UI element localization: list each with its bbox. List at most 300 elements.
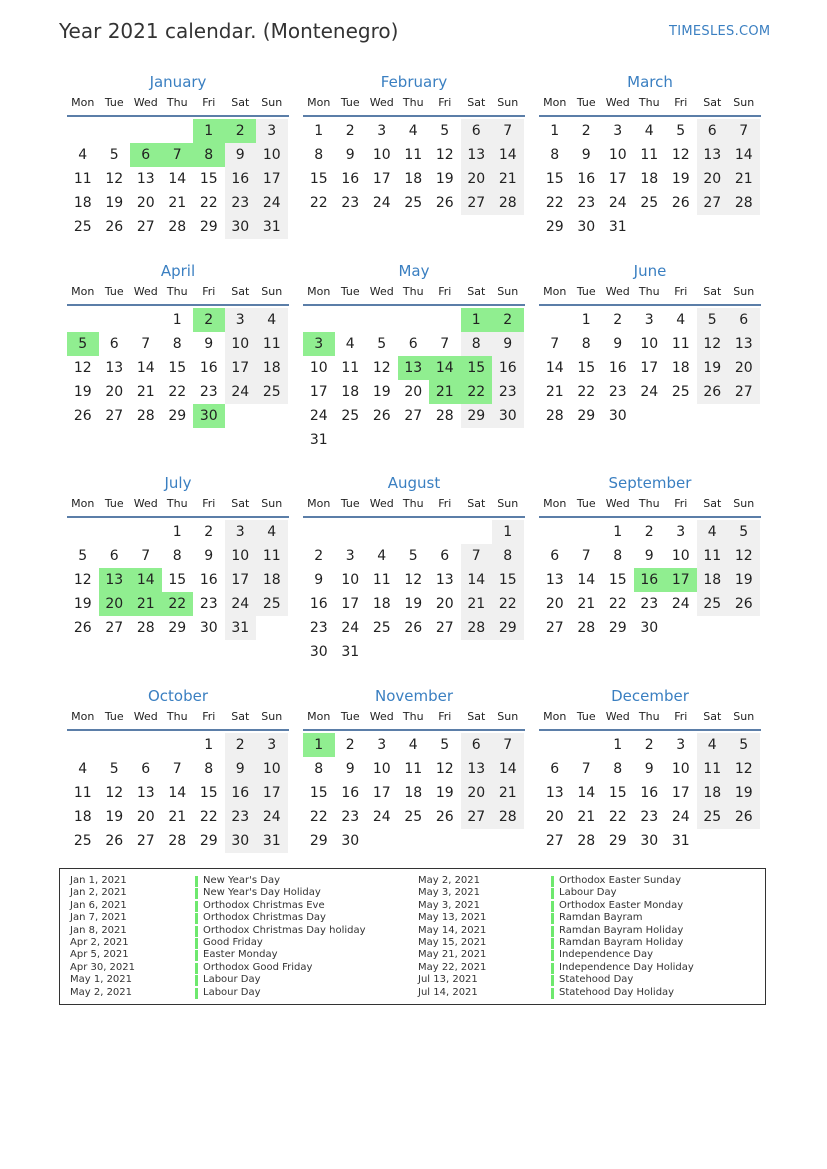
weekend-day-cell[interactable]: 15 — [492, 568, 524, 592]
weekend-day-cell[interactable]: 21 — [728, 167, 760, 191]
day-cell[interactable]: 23 — [577, 195, 596, 211]
day-cell[interactable]: 16 — [341, 171, 360, 187]
day-cell[interactable]: 29 — [199, 219, 218, 235]
day-cell[interactable]: 11 — [404, 147, 423, 163]
day-cell[interactable]: 15 — [309, 785, 328, 801]
day-cell[interactable]: 27 — [545, 833, 564, 849]
weekend-day-cell[interactable]: 25 — [256, 380, 288, 404]
day-cell[interactable]: 21 — [168, 809, 187, 825]
day-cell[interactable]: 3 — [613, 123, 623, 139]
weekend-day-cell[interactable]: 21 — [492, 781, 524, 805]
day-cell[interactable]: 2 — [345, 737, 355, 753]
weekend-day-cell[interactable]: 29 — [492, 616, 524, 640]
day-cell[interactable]: 19 — [435, 171, 454, 187]
day-cell[interactable]: 17 — [671, 785, 690, 801]
day-cell[interactable]: 2 — [204, 524, 214, 540]
weekend-day-cell[interactable]: 11 — [256, 544, 288, 568]
day-cell[interactable]: 19 — [372, 384, 391, 400]
holiday-day-cell[interactable]: 1 — [193, 119, 225, 143]
day-cell[interactable]: 28 — [136, 408, 155, 424]
day-cell[interactable]: 8 — [204, 761, 214, 777]
weekend-day-cell[interactable]: 28 — [492, 805, 524, 829]
day-cell[interactable]: 26 — [73, 620, 92, 636]
day-cell[interactable]: 8 — [314, 761, 324, 777]
day-cell[interactable]: 20 — [136, 195, 155, 211]
weekend-day-cell[interactable]: 19 — [697, 356, 729, 380]
weekend-day-cell[interactable]: 10 — [225, 332, 257, 356]
day-cell[interactable]: 27 — [105, 408, 124, 424]
weekend-day-cell[interactable]: 12 — [728, 544, 760, 568]
weekend-day-cell[interactable]: 17 — [225, 356, 257, 380]
day-cell[interactable]: 5 — [78, 548, 88, 564]
day-cell[interactable]: 11 — [404, 761, 423, 777]
day-cell[interactable]: 4 — [78, 147, 88, 163]
day-cell[interactable]: 5 — [377, 336, 387, 352]
weekend-day-cell[interactable]: 19 — [728, 568, 760, 592]
weekend-day-cell[interactable]: 4 — [697, 733, 729, 757]
day-cell[interactable]: 12 — [435, 761, 454, 777]
day-cell[interactable]: 19 — [105, 809, 124, 825]
day-cell[interactable]: 18 — [73, 195, 92, 211]
day-cell[interactable]: 29 — [168, 620, 187, 636]
day-cell[interactable]: 12 — [105, 171, 124, 187]
weekend-day-cell[interactable]: 14 — [492, 143, 524, 167]
weekend-day-cell[interactable]: 23 — [492, 380, 524, 404]
day-cell[interactable]: 29 — [577, 408, 596, 424]
day-cell[interactable]: 26 — [372, 408, 391, 424]
day-cell[interactable]: 12 — [372, 360, 391, 376]
weekend-day-cell[interactable]: 21 — [461, 592, 493, 616]
day-cell[interactable]: 16 — [608, 360, 627, 376]
day-cell[interactable]: 9 — [345, 147, 355, 163]
weekend-day-cell[interactable]: 11 — [697, 757, 729, 781]
day-cell[interactable]: 10 — [309, 360, 328, 376]
weekend-day-cell[interactable]: 23 — [225, 805, 257, 829]
day-cell[interactable]: 8 — [613, 761, 623, 777]
day-cell[interactable]: 24 — [671, 596, 690, 612]
weekend-day-cell[interactable]: 9 — [225, 757, 257, 781]
weekend-day-cell[interactable]: 11 — [256, 332, 288, 356]
day-cell[interactable]: 18 — [404, 785, 423, 801]
day-cell[interactable]: 13 — [545, 572, 564, 588]
day-cell[interactable]: 26 — [73, 408, 92, 424]
day-cell[interactable]: 22 — [168, 384, 187, 400]
holiday-day-cell[interactable]: 13 — [99, 568, 131, 592]
day-cell[interactable]: 8 — [550, 147, 560, 163]
day-cell[interactable]: 28 — [435, 408, 454, 424]
day-cell[interactable]: 16 — [640, 785, 659, 801]
day-cell[interactable]: 3 — [345, 548, 355, 564]
holiday-day-cell[interactable]: 6 — [130, 143, 162, 167]
day-cell[interactable]: 30 — [577, 219, 596, 235]
weekend-day-cell[interactable]: 9 — [225, 143, 257, 167]
day-cell[interactable]: 25 — [73, 833, 92, 849]
day-cell[interactable]: 23 — [341, 809, 360, 825]
holiday-day-cell[interactable]: 5 — [67, 332, 99, 356]
day-cell[interactable]: 6 — [550, 548, 560, 564]
day-cell[interactable]: 18 — [73, 809, 92, 825]
holiday-day-cell[interactable]: 7 — [162, 143, 194, 167]
day-cell[interactable]: 27 — [404, 408, 423, 424]
day-cell[interactable]: 22 — [608, 809, 627, 825]
day-cell[interactable]: 11 — [73, 785, 92, 801]
day-cell[interactable]: 8 — [172, 548, 182, 564]
weekend-day-cell[interactable]: 14 — [728, 143, 760, 167]
weekend-day-cell[interactable]: 18 — [697, 781, 729, 805]
day-cell[interactable]: 19 — [73, 384, 92, 400]
day-cell[interactable]: 5 — [440, 123, 450, 139]
day-cell[interactable]: 24 — [671, 809, 690, 825]
day-cell[interactable]: 18 — [372, 596, 391, 612]
day-cell[interactable]: 18 — [341, 384, 360, 400]
day-cell[interactable]: 6 — [141, 761, 151, 777]
weekend-day-cell[interactable]: 6 — [461, 119, 493, 143]
day-cell[interactable]: 11 — [372, 572, 391, 588]
day-cell[interactable]: 24 — [341, 620, 360, 636]
day-cell[interactable]: 19 — [73, 596, 92, 612]
weekend-day-cell[interactable]: 3 — [225, 520, 257, 544]
day-cell[interactable]: 22 — [545, 195, 564, 211]
day-cell[interactable]: 23 — [309, 620, 328, 636]
day-cell[interactable]: 30 — [341, 833, 360, 849]
weekend-day-cell[interactable]: 4 — [697, 520, 729, 544]
day-cell[interactable]: 13 — [105, 360, 124, 376]
day-cell[interactable]: 24 — [608, 195, 627, 211]
day-cell[interactable]: 30 — [640, 620, 659, 636]
holiday-day-cell[interactable]: 22 — [162, 592, 194, 616]
day-cell[interactable]: 23 — [199, 596, 218, 612]
day-cell[interactable]: 1 — [172, 524, 182, 540]
day-cell[interactable]: 31 — [309, 432, 328, 448]
day-cell[interactable]: 19 — [671, 171, 690, 187]
holiday-day-cell[interactable]: 14 — [429, 356, 461, 380]
day-cell[interactable]: 30 — [199, 620, 218, 636]
weekend-day-cell[interactable]: 7 — [492, 733, 524, 757]
day-cell[interactable]: 29 — [545, 219, 564, 235]
day-cell[interactable]: 25 — [404, 195, 423, 211]
day-cell[interactable]: 16 — [577, 171, 596, 187]
day-cell[interactable]: 26 — [671, 195, 690, 211]
day-cell[interactable]: 9 — [204, 548, 214, 564]
day-cell[interactable]: 26 — [435, 809, 454, 825]
day-cell[interactable]: 6 — [109, 548, 119, 564]
day-cell[interactable]: 23 — [640, 596, 659, 612]
weekend-day-cell[interactable]: 31 — [225, 616, 257, 640]
day-cell[interactable]: 13 — [545, 785, 564, 801]
day-cell[interactable]: 24 — [372, 195, 391, 211]
day-cell[interactable]: 29 — [608, 620, 627, 636]
weekend-day-cell[interactable]: 30 — [225, 829, 257, 853]
holiday-day-cell[interactable]: 1 — [303, 733, 335, 757]
day-cell[interactable]: 14 — [168, 171, 187, 187]
day-cell[interactable]: 20 — [105, 384, 124, 400]
day-cell[interactable]: 16 — [309, 596, 328, 612]
day-cell[interactable]: 6 — [109, 336, 119, 352]
weekend-day-cell[interactable]: 18 — [256, 356, 288, 380]
weekend-day-cell[interactable]: 10 — [225, 544, 257, 568]
weekend-day-cell[interactable]: 19 — [728, 781, 760, 805]
weekend-day-cell[interactable]: 31 — [256, 829, 288, 853]
weekend-day-cell[interactable]: 24 — [225, 592, 257, 616]
day-cell[interactable]: 15 — [608, 572, 627, 588]
weekend-day-cell[interactable]: 28 — [492, 191, 524, 215]
day-cell[interactable]: 8 — [613, 548, 623, 564]
weekend-day-cell[interactable]: 2 — [225, 733, 257, 757]
holiday-day-cell[interactable]: 1 — [461, 308, 493, 332]
holiday-day-cell[interactable]: 21 — [130, 592, 162, 616]
day-cell[interactable]: 25 — [73, 219, 92, 235]
weekend-day-cell[interactable]: 7 — [728, 119, 760, 143]
weekend-day-cell[interactable]: 18 — [256, 568, 288, 592]
day-cell[interactable]: 30 — [309, 644, 328, 660]
day-cell[interactable]: 24 — [640, 384, 659, 400]
weekend-day-cell[interactable]: 24 — [256, 805, 288, 829]
day-cell[interactable]: 4 — [408, 737, 418, 753]
day-cell[interactable]: 28 — [168, 219, 187, 235]
weekend-day-cell[interactable]: 13 — [461, 143, 493, 167]
day-cell[interactable]: 13 — [435, 572, 454, 588]
day-cell[interactable]: 18 — [640, 171, 659, 187]
weekend-day-cell[interactable]: 30 — [225, 215, 257, 239]
holiday-day-cell[interactable]: 2 — [193, 308, 225, 332]
day-cell[interactable]: 29 — [168, 408, 187, 424]
day-cell[interactable]: 24 — [309, 408, 328, 424]
day-cell[interactable]: 26 — [404, 620, 423, 636]
holiday-day-cell[interactable]: 20 — [99, 592, 131, 616]
weekend-day-cell[interactable]: 20 — [697, 167, 729, 191]
day-cell[interactable]: 21 — [577, 596, 596, 612]
day-cell[interactable]: 13 — [136, 171, 155, 187]
day-cell[interactable]: 4 — [644, 123, 654, 139]
day-cell[interactable]: 5 — [109, 147, 119, 163]
day-cell[interactable]: 14 — [545, 360, 564, 376]
day-cell[interactable]: 16 — [341, 785, 360, 801]
day-cell[interactable]: 28 — [577, 833, 596, 849]
weekend-day-cell[interactable]: 16 — [225, 781, 257, 805]
day-cell[interactable]: 20 — [404, 384, 423, 400]
day-cell[interactable]: 28 — [168, 833, 187, 849]
day-cell[interactable]: 21 — [545, 384, 564, 400]
weekend-day-cell[interactable]: 27 — [461, 191, 493, 215]
weekend-day-cell[interactable]: 27 — [697, 191, 729, 215]
day-cell[interactable]: 29 — [608, 833, 627, 849]
day-cell[interactable]: 23 — [608, 384, 627, 400]
day-cell[interactable]: 17 — [372, 171, 391, 187]
day-cell[interactable]: 7 — [550, 336, 560, 352]
day-cell[interactable]: 5 — [676, 123, 686, 139]
weekend-day-cell[interactable]: 5 — [728, 520, 760, 544]
day-cell[interactable]: 9 — [204, 336, 214, 352]
day-cell[interactable]: 1 — [613, 737, 623, 753]
weekend-day-cell[interactable]: 3 — [256, 119, 288, 143]
day-cell[interactable]: 18 — [671, 360, 690, 376]
day-cell[interactable]: 10 — [640, 336, 659, 352]
day-cell[interactable]: 12 — [435, 147, 454, 163]
day-cell[interactable]: 11 — [640, 147, 659, 163]
day-cell[interactable]: 30 — [608, 408, 627, 424]
day-cell[interactable]: 29 — [199, 833, 218, 849]
weekend-day-cell[interactable]: 14 — [492, 757, 524, 781]
weekend-day-cell[interactable]: 7 — [461, 544, 493, 568]
day-cell[interactable]: 12 — [404, 572, 423, 588]
weekend-day-cell[interactable]: 14 — [461, 568, 493, 592]
weekend-day-cell[interactable]: 25 — [256, 592, 288, 616]
holiday-day-cell[interactable]: 21 — [429, 380, 461, 404]
day-cell[interactable]: 15 — [168, 572, 187, 588]
day-cell[interactable]: 3 — [644, 312, 654, 328]
day-cell[interactable]: 6 — [550, 761, 560, 777]
weekend-day-cell[interactable]: 28 — [461, 616, 493, 640]
holiday-day-cell[interactable]: 16 — [634, 568, 666, 592]
day-cell[interactable]: 20 — [435, 596, 454, 612]
site-link[interactable]: TIMESLES.COM — [669, 24, 771, 39]
day-cell[interactable]: 15 — [608, 785, 627, 801]
day-cell[interactable]: 18 — [404, 171, 423, 187]
weekend-day-cell[interactable]: 7 — [492, 119, 524, 143]
day-cell[interactable]: 22 — [309, 809, 328, 825]
weekend-day-cell[interactable]: 5 — [728, 733, 760, 757]
day-cell[interactable]: 12 — [73, 360, 92, 376]
day-cell[interactable]: 16 — [199, 360, 218, 376]
day-cell[interactable]: 12 — [671, 147, 690, 163]
day-cell[interactable]: 27 — [105, 620, 124, 636]
day-cell[interactable]: 5 — [109, 761, 119, 777]
day-cell[interactable]: 2 — [613, 312, 623, 328]
day-cell[interactable]: 4 — [78, 761, 88, 777]
weekend-day-cell[interactable]: 3 — [225, 308, 257, 332]
weekend-day-cell[interactable]: 22 — [492, 592, 524, 616]
day-cell[interactable]: 2 — [644, 737, 654, 753]
weekend-day-cell[interactable]: 30 — [492, 404, 524, 428]
day-cell[interactable]: 9 — [581, 147, 591, 163]
day-cell[interactable]: 14 — [136, 360, 155, 376]
day-cell[interactable]: 20 — [545, 809, 564, 825]
day-cell[interactable]: 17 — [640, 360, 659, 376]
holiday-day-cell[interactable]: 2 — [492, 308, 524, 332]
day-cell[interactable]: 16 — [199, 572, 218, 588]
holiday-day-cell[interactable]: 2 — [225, 119, 257, 143]
day-cell[interactable]: 7 — [141, 336, 151, 352]
day-cell[interactable]: 1 — [204, 737, 214, 753]
day-cell[interactable]: 30 — [640, 833, 659, 849]
weekend-day-cell[interactable]: 23 — [225, 191, 257, 215]
day-cell[interactable]: 27 — [545, 620, 564, 636]
day-cell[interactable]: 26 — [435, 195, 454, 211]
weekend-day-cell[interactable]: 8 — [492, 544, 524, 568]
day-cell[interactable]: 17 — [372, 785, 391, 801]
day-cell[interactable]: 1 — [550, 123, 560, 139]
day-cell[interactable]: 3 — [676, 737, 686, 753]
weekend-day-cell[interactable]: 20 — [728, 356, 760, 380]
day-cell[interactable]: 7 — [581, 548, 591, 564]
weekend-day-cell[interactable]: 1 — [492, 520, 524, 544]
day-cell[interactable]: 23 — [640, 809, 659, 825]
day-cell[interactable]: 11 — [671, 336, 690, 352]
day-cell[interactable]: 9 — [613, 336, 623, 352]
day-cell[interactable]: 8 — [172, 336, 182, 352]
day-cell[interactable]: 22 — [309, 195, 328, 211]
weekend-day-cell[interactable]: 26 — [728, 805, 760, 829]
day-cell[interactable]: 1 — [172, 312, 182, 328]
day-cell[interactable]: 21 — [168, 195, 187, 211]
weekend-day-cell[interactable]: 31 — [256, 215, 288, 239]
weekend-day-cell[interactable]: 17 — [256, 781, 288, 805]
day-cell[interactable]: 26 — [105, 833, 124, 849]
day-cell[interactable]: 15 — [168, 360, 187, 376]
day-cell[interactable]: 25 — [372, 620, 391, 636]
holiday-day-cell[interactable]: 13 — [398, 356, 430, 380]
day-cell[interactable]: 15 — [199, 785, 218, 801]
weekend-day-cell[interactable]: 24 — [225, 380, 257, 404]
day-cell[interactable]: 27 — [136, 219, 155, 235]
day-cell[interactable]: 1 — [314, 123, 324, 139]
day-cell[interactable]: 20 — [136, 809, 155, 825]
day-cell[interactable]: 25 — [671, 384, 690, 400]
weekend-day-cell[interactable]: 26 — [728, 592, 760, 616]
day-cell[interactable]: 28 — [577, 620, 596, 636]
weekend-day-cell[interactable]: 3 — [256, 733, 288, 757]
day-cell[interactable]: 1 — [581, 312, 591, 328]
holiday-day-cell[interactable]: 14 — [130, 568, 162, 592]
day-cell[interactable]: 4 — [345, 336, 355, 352]
day-cell[interactable]: 15 — [199, 171, 218, 187]
weekend-day-cell[interactable]: 25 — [697, 592, 729, 616]
day-cell[interactable]: 9 — [644, 761, 654, 777]
day-cell[interactable]: 8 — [314, 147, 324, 163]
weekend-day-cell[interactable]: 8 — [461, 332, 493, 356]
holiday-day-cell[interactable]: 17 — [665, 568, 697, 592]
day-cell[interactable]: 21 — [136, 384, 155, 400]
day-cell[interactable]: 17 — [309, 384, 328, 400]
weekend-day-cell[interactable]: 6 — [728, 308, 760, 332]
day-cell[interactable]: 17 — [341, 596, 360, 612]
day-cell[interactable]: 22 — [199, 195, 218, 211]
day-cell[interactable]: 3 — [377, 123, 387, 139]
weekend-day-cell[interactable]: 18 — [697, 568, 729, 592]
weekend-day-cell[interactable]: 21 — [492, 167, 524, 191]
weekend-day-cell[interactable]: 17 — [225, 568, 257, 592]
weekend-day-cell[interactable]: 13 — [728, 332, 760, 356]
weekend-day-cell[interactable]: 13 — [697, 143, 729, 167]
day-cell[interactable]: 23 — [341, 195, 360, 211]
weekend-day-cell[interactable]: 12 — [697, 332, 729, 356]
day-cell[interactable]: 7 — [172, 761, 182, 777]
day-cell[interactable]: 4 — [676, 312, 686, 328]
day-cell[interactable]: 17 — [608, 171, 627, 187]
day-cell[interactable]: 22 — [199, 809, 218, 825]
day-cell[interactable]: 10 — [671, 761, 690, 777]
day-cell[interactable]: 3 — [377, 737, 387, 753]
day-cell[interactable]: 9 — [345, 761, 355, 777]
day-cell[interactable]: 4 — [377, 548, 387, 564]
day-cell[interactable]: 14 — [577, 572, 596, 588]
day-cell[interactable]: 28 — [136, 620, 155, 636]
weekend-day-cell[interactable]: 4 — [256, 520, 288, 544]
day-cell[interactable]: 10 — [372, 761, 391, 777]
day-cell[interactable]: 26 — [105, 219, 124, 235]
day-cell[interactable]: 2 — [644, 524, 654, 540]
day-cell[interactable]: 15 — [545, 171, 564, 187]
weekend-day-cell[interactable]: 10 — [256, 143, 288, 167]
day-cell[interactable]: 9 — [644, 548, 654, 564]
day-cell[interactable]: 2 — [314, 548, 324, 564]
day-cell[interactable]: 25 — [640, 195, 659, 211]
weekend-day-cell[interactable]: 26 — [697, 380, 729, 404]
day-cell[interactable]: 19 — [435, 785, 454, 801]
weekend-day-cell[interactable]: 9 — [492, 332, 524, 356]
day-cell[interactable]: 13 — [136, 785, 155, 801]
day-cell[interactable]: 9 — [314, 572, 324, 588]
